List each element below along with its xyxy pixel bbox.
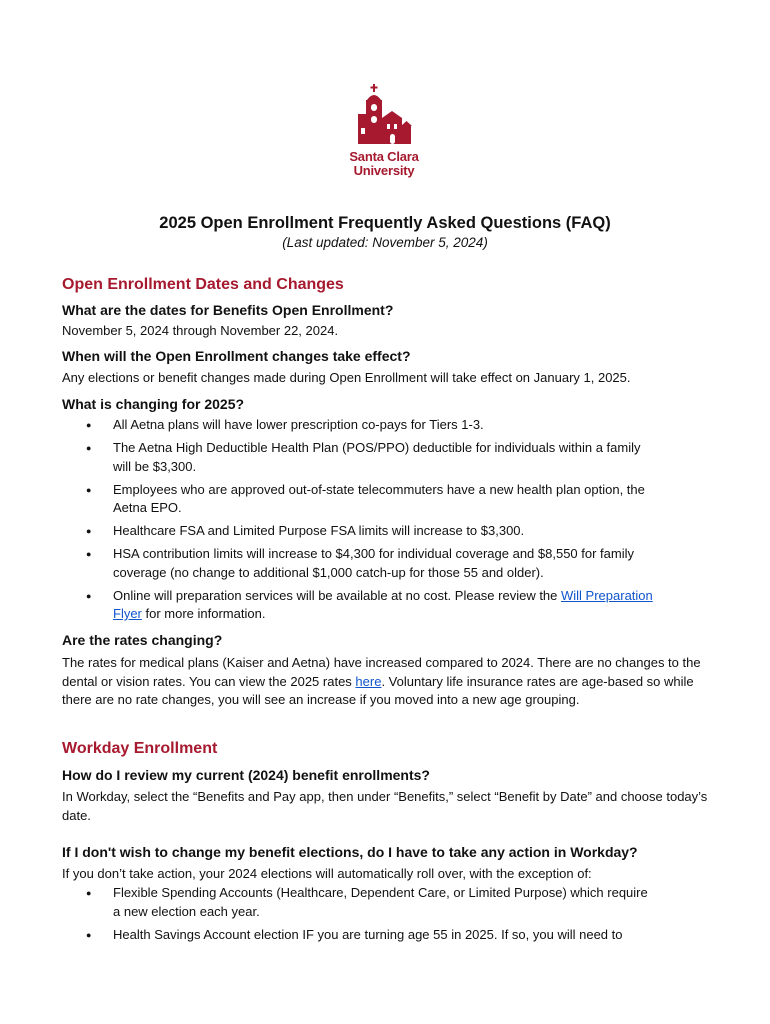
rates-here-link[interactable]: here [355,673,382,689]
faq-answer: Any elections or benefit changes made during Open Enrollment will take effect on January 1, 2025. [62,370,631,385]
section-heading-workday: Workday Enrollment [62,740,218,757]
logo-line1: Santa Clara [349,149,419,164]
logo-line2: University [353,163,415,178]
will-preparation-flyer-link[interactable]: Will Preparation Flyer [113,587,653,621]
rollover-exceptions-list [86,884,656,949]
list-item: ● The Aetna High Deductible Health Plan (POS/PPO) deductible for individuals within a family will be $3,300. [86,439,656,476]
list-item-text: for more information. [141,606,266,621]
faq-answer: In Workday, select the “Benefits and Pay app, then under “Benefits,” select “Benefit by Date” and choose today’s date. [62,789,708,823]
list-item [86,587,656,624]
page-title: 2025 Open Enrollment Frequently Asked Questions (FAQ) [159,214,611,232]
faq-answer [62,654,722,710]
section-heading-dates: Open Enrollment Dates and Changes [62,276,344,293]
logo-wordmark [346,150,422,178]
answer-text: . Voluntary life insurance rates are age-based so while there are no rate changes, you will see an increase if you moved into a new age grouping. [62,673,694,707]
last-updated: (Last updated: November 5, 2024) [282,235,488,250]
faq-question: Are the rates changing? [62,632,223,648]
faq-question: What are the dates for Benefits Open Enrollment? [62,302,394,318]
changes-list [86,416,656,628]
answer-text: The rates for medical plans (Kaiser and Aetna) have increased compared to 2024. There are no changes to the dental or vision rates. You can view the 2025 rates [62,655,701,689]
list-item: ● Flexible Spending Accounts (Healthcare, Dependent Care, or Limited Purpose) which require a new election each year. [86,884,656,921]
list-item: ● Employees who are approved out-of-state telecommuters have a new health plan option, the Aetna EPO. [86,481,656,518]
list-item: ● Health Savings Account election IF you are turning age 55 in 2025. If so, you will need to [86,926,656,945]
list-item: ● All Aetna plans will have lower prescription co-pays for Tiers 1-3. [86,416,656,435]
faq-question: How do I review my current (2024) benefit enrollments? [62,767,430,783]
faq-question: When will the Open Enrollment changes take effect? [62,348,411,364]
faq-answer: If you don’t take action, your 2024 elections will automatically roll over, with the exception of: [62,866,592,881]
list-item: ● Healthcare FSA and Limited Purpose FSA limits will increase to $3,300. [86,522,656,541]
mission-church-icon [354,84,414,146]
faq-question: If I don't wish to change my benefit elections, do I have to take any action in Workday? [62,844,638,860]
list-item-text: Online will preparation services will be available at no cost. Please review the [113,587,561,603]
university-logo [346,84,422,182]
faq-answer: November 5, 2024 through November 22, 2024. [62,323,339,338]
faq-question: What is changing for 2025? [62,396,245,412]
list-item: ● HSA contribution limits will increase to $4,300 for individual coverage and $8,550 for family coverage (no change to additional $1,000 catch-up for those 55 and older). [86,545,656,582]
